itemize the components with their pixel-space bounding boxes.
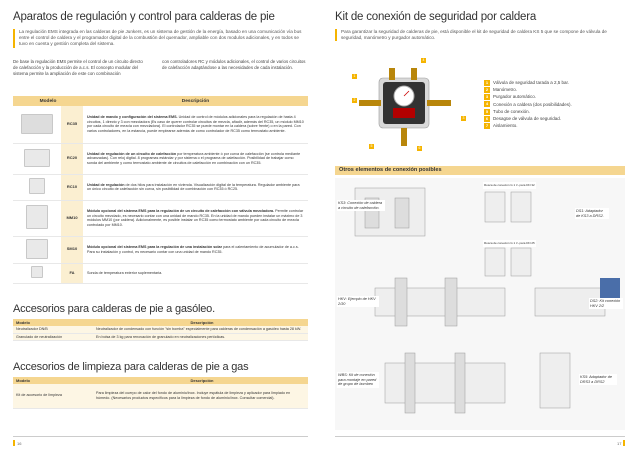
cleaning-accessories-title: Accesorios de limpieza para calderas de pie a gas xyxy=(13,361,249,373)
callout-ds2: DS2: Kit conexión HKV 2/2 xyxy=(589,298,623,309)
legend-item: 4 Conexión a caldera (dos posibilidades). xyxy=(485,101,572,107)
tag-6: 6 xyxy=(418,146,421,150)
ks5-safety-kit-photo xyxy=(349,56,469,154)
table-row xyxy=(13,384,308,408)
bottom-rule xyxy=(13,436,308,437)
model-cell: RC20 xyxy=(61,143,83,174)
tag-4: 4 xyxy=(422,58,425,62)
regulation-table xyxy=(13,96,308,284)
intro-column-2: con controladores RC y módulos adicionales, el control de varios circuitos de calefacción adaptándose a las necesidades de cada instalación. xyxy=(162,59,306,70)
description-cell: En bolsa de 3 kg para renovación de granulado en neutralizaciones periódicas. xyxy=(93,333,308,341)
legend-item: 7 Aislamiento. xyxy=(485,123,518,129)
callout-ks5: KS5: Adaptador de DRS3 a DRS2 xyxy=(579,374,617,385)
description-cell: Unidad de mando y configuración del sistema EMS. Unidad de control de módulos adicionales para la regulación de hasta 4 circuitos, 1 directo y 3 con mezcladora (Es caso de querer controlar circuitos de mezcla, añadir, además del RC35, un módulo MM10 por cada circuito de mezcla con mezcladora). El controlador RC35 se puede montar en la caldera (sobre frente) o en la pared. Con varios controladores, en la estancia, puede emplearse además de como controlador de RC35 como termostato ambiente. xyxy=(83,106,308,143)
model-cell: Neutralizador DN/B xyxy=(13,326,93,333)
callout-ds1: DS1: Adaptador de KS3 a DRS2. xyxy=(575,208,609,219)
page-number: 17 xyxy=(617,441,622,446)
callout-wbs: WBS: Kit de conexión para montaje en pared de grupo de bombeo xyxy=(337,372,379,388)
right-page xyxy=(319,0,638,452)
description-cell: Sonda de temperatura exterior suplementaria. xyxy=(83,263,308,283)
description-cell: Para limpieza del cuerpo de calor del fondo de aluminio/inox. Incluye espátula de limpieza y aplicador para limpiado en húmedo. (Necesarios productos específicos para la limpieza de fondo de aluminio/inox. Consultar comercial). xyxy=(93,384,308,408)
page-number: 16 xyxy=(17,441,22,446)
table-row xyxy=(13,200,308,236)
model-cell: RC35 xyxy=(61,106,83,143)
bottom-rule xyxy=(335,436,625,437)
drawing-label-dn25: Rosca de conexión G 1 ¼ para DN 25 xyxy=(484,241,535,245)
description-cell: Módulo opcional del sistema EMS para la regulación de un circuito de calefacción con válvula mezcladora. Permite controlar un circuito mezclado, es necesario contar con una unidad de mando RC35. En la unidad de mando pueden instalar un máximo de 3 módulos MM10 (por caldera). Adicionalmente, es posible instalar un RC35 como termostato ambiente por cada circuito de mezcla controlado por MM10. xyxy=(83,200,308,236)
gasoil-accessories-table xyxy=(13,319,308,341)
description-cell: Neutralizador de condensado con función "sin bomba" especialmente para calderas de condensación a gasóleo hasta 28 kW. xyxy=(93,326,308,333)
col-header-description: Descripción xyxy=(93,377,308,384)
legend-item: 2 Manómetro. xyxy=(485,87,518,93)
callout-ks3: KS3: Conexión de caldera a circuito de calefacción. xyxy=(337,200,385,211)
page-accent xyxy=(13,440,15,446)
tag-2: 2 xyxy=(353,98,356,102)
table-row xyxy=(13,263,308,283)
col-header-model: Modelo xyxy=(13,319,93,326)
intro-text: Para garantizar la seguridad de calderas de pie, está disponible el kit de seguridad de caldera KS 5 que se compone de válvula de seguridad, manómetro y purgador automático. xyxy=(335,29,625,41)
model-cell: FA xyxy=(61,263,83,283)
tag-1: 1 xyxy=(353,74,356,78)
tag-3: 3 xyxy=(462,116,465,120)
model-cell: Kit de accesorio de limpieza xyxy=(13,384,93,408)
col-header-description: Descripción xyxy=(83,96,308,106)
cleaning-accessories-table xyxy=(13,377,308,409)
legend-item: 5 Tubo de conexión. xyxy=(485,108,530,114)
col-header-model: Modelo xyxy=(13,377,93,384)
model-cell: SM10 xyxy=(61,236,83,263)
page-title: Aparatos de regulación y control para calderas de pie xyxy=(13,11,275,23)
table-row xyxy=(13,236,308,263)
mm10-image xyxy=(13,200,61,236)
rc20-image xyxy=(13,143,61,174)
ks5-kit-illustration xyxy=(349,56,469,154)
intro-text: La regulación EMS integrada en las calderas de pie Junkers, es un sistema de gestión de la energía, basado en una comunicación vía bus entre el control de caldera y el programador digital de la combustión del quemador, ampliable con dos modulos adicionales, y en todos se tuvo en cuenta y gestión completa del sistema. xyxy=(13,29,308,48)
legend-item: 1 Válvula de seguridad tarada a 2,5 bar. xyxy=(485,79,570,85)
table-row xyxy=(13,143,308,174)
ks5-legend xyxy=(484,79,572,129)
sm10-image xyxy=(13,236,61,263)
callout-hkv: HKV: Ejemplo de HKV 2/30 xyxy=(337,296,379,307)
description-cell: Unidad de regulación de un circuito de calefacción por temperatura ambiente ó por curva de calefacción (se controla mediante advanzadas). Con reloj digital. 8 programas estándar y por sistema o el programa de calefacción. Posibilidad de trabajar como sonda del ambiente y como termostato ambiente de circuitos de calefacción en combinación con un RC35. xyxy=(83,143,308,174)
page-accent xyxy=(623,440,625,446)
model-cell: RC10 xyxy=(61,174,83,200)
description-cell: Unidad de regulación de dos hilos para instalación en vivienda. Visualización digital de la temperatura. Regulador ambiente para un único circuito de calefacción sin curva, sin posibilidad de combinación con RC35 ó RC25. xyxy=(83,174,308,200)
table-row xyxy=(13,106,308,143)
page-title: Kit de conexión de seguridad por caldera xyxy=(335,11,537,23)
tag-5: 5 xyxy=(370,144,373,148)
legend-item: 3 Purgador automático. xyxy=(485,94,537,100)
connection-drawings xyxy=(335,178,625,430)
table-row xyxy=(13,174,308,200)
gasoil-accessories-title: Accesorios para calderas de pie a gasóleo. xyxy=(13,303,215,315)
table-row xyxy=(13,326,308,333)
fa-image xyxy=(13,263,61,283)
col-header-model: Modelo xyxy=(13,96,83,106)
other-elements-band: Otros elementos de conexión posibles xyxy=(335,166,625,175)
drawing-label-dn32: Rosca de conexión G 1 ¼ para DN 32 xyxy=(484,183,535,187)
rc10-image xyxy=(13,174,61,200)
model-cell: MM10 xyxy=(61,200,83,236)
table-row xyxy=(13,333,308,341)
col-header-description: Descripción xyxy=(93,319,308,326)
legend-item: 6 Desagüe de válvula de seguridad. xyxy=(485,115,562,122)
intro-column-1: De base la regulación EMS permite el control de un circuito directo de calefacción y la producción de a.c.s. El concepto modular del sistema permite la ampliación de este con combinación xyxy=(13,59,143,76)
model-cell: Granulado de neutralización xyxy=(13,333,93,341)
rc35-image xyxy=(13,106,61,143)
description-cell: Módulo opcional del sistema EMS para la regulación de una instalación solar para el calentamiento de acumulador de a.c.s. Para su instalación y control, es necesario contar con una unidad de mando RC35. xyxy=(83,236,308,263)
